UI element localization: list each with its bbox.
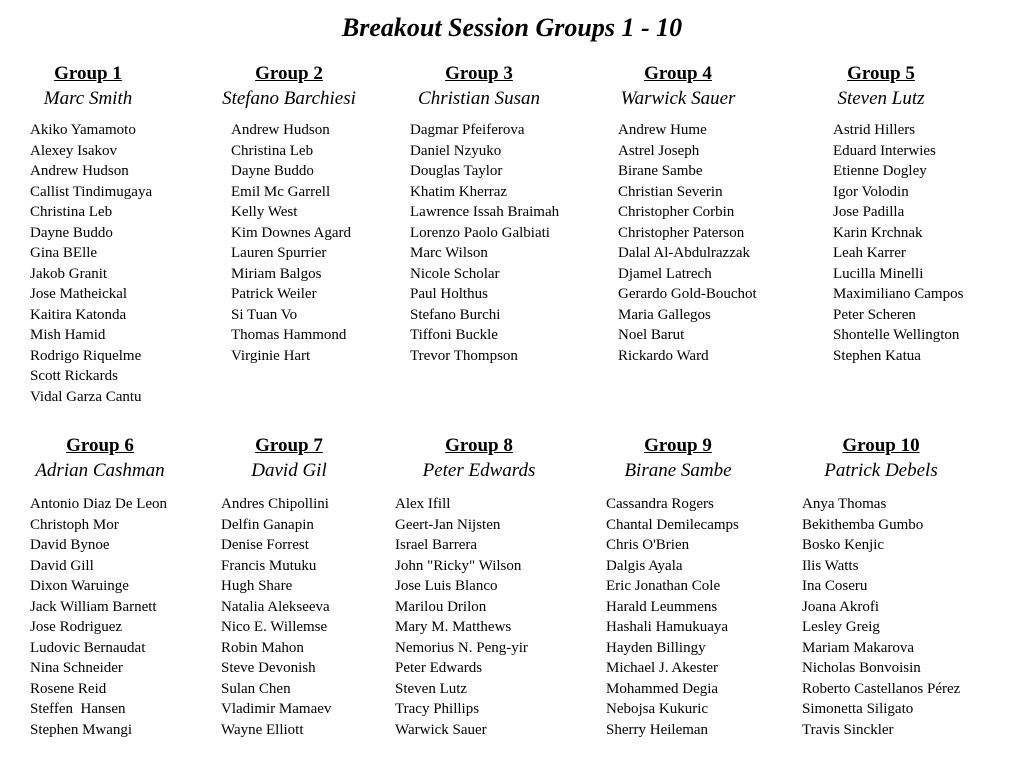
member-name: Lucilla Minelli: [833, 265, 924, 282]
member-name: Christina Leb: [231, 142, 314, 159]
member-name: Birane Sambe: [618, 163, 703, 179]
member-name: Alexey Isakov: [30, 142, 118, 159]
member-name: Christian Severin: [618, 183, 723, 200]
member-name: Vidal Garza Cantu: [30, 388, 142, 405]
group-2-header: [189, 62, 389, 112]
member-name: Denise Forrest: [221, 537, 309, 553]
member-name: Rickardo Ward: [618, 347, 709, 364]
member-name: Kaitira Katonda: [30, 306, 127, 323]
member-name: Chantal Demilecamps: [606, 516, 739, 533]
member-name: Ina Coseru: [802, 578, 868, 594]
member-name: Maria Gallegos: [618, 306, 711, 323]
member-name: Cassandra Rogers: [606, 496, 714, 512]
member-name: Nicholas Bonvoisin: [802, 660, 921, 676]
group-title: Group 7: [255, 435, 323, 456]
member-name: Si Tuan Vo: [231, 306, 298, 323]
member-name: Sherry Heileman: [606, 721, 709, 738]
group-2-member-list: [231, 120, 351, 366]
group-9-header: [578, 434, 778, 484]
member-name: Ilis Watts: [802, 557, 859, 574]
member-name: Steve Devonish: [221, 660, 316, 676]
member-name: Steven Lutz: [395, 680, 468, 697]
member-name: Thomas Hammond: [231, 327, 347, 343]
member-name: Warwick Sauer: [395, 721, 487, 738]
group-7-member-list: [221, 494, 331, 740]
member-name: Gerardo Gold-Bouchot: [618, 286, 757, 302]
member-name: Stephen Katua: [833, 347, 921, 364]
member-name: Paul Holthus: [410, 286, 488, 302]
member-name: Alex Ifill: [395, 496, 451, 512]
group-leader: Marc Smith: [43, 88, 133, 109]
member-name: Jose Matheickal: [30, 286, 128, 302]
group-leader: Patrick Debels: [824, 460, 938, 481]
member-name: Shontelle Wellington: [833, 327, 960, 343]
member-name: Maximiliano Campos: [833, 286, 964, 302]
group-leader: Birane Sambe: [624, 460, 732, 481]
member-name: Wayne Elliott: [221, 721, 304, 738]
group-title: Group 5: [847, 63, 915, 84]
member-name: Christoph Mor: [30, 516, 119, 533]
member-name: Etienne Dogley: [833, 163, 927, 179]
group-7-header: [189, 434, 389, 484]
group-title: Group 4: [644, 63, 712, 84]
group-title: Group 2: [255, 63, 323, 84]
member-name: Lauren Spurrier: [231, 245, 327, 261]
member-name: Douglas Taylor: [410, 163, 503, 179]
group-8-member-list: [395, 494, 528, 740]
member-name: Nemorius N. Peng-yir: [395, 639, 528, 656]
member-name: Emil Mc Garrell: [231, 183, 331, 200]
member-name: Tracy Phillips: [395, 701, 480, 717]
member-name: Simonetta Siligato: [802, 701, 914, 717]
member-name: Bosko Kenjic: [802, 537, 885, 553]
member-name: Scott Rickards: [30, 368, 118, 384]
member-name: Hayden Billingy: [606, 639, 706, 656]
group-5-member-list: [833, 120, 963, 366]
member-name: Kelly West: [231, 204, 298, 220]
group-leader: Christian Susan: [418, 88, 540, 109]
member-name: Stephen Mwangi: [30, 721, 133, 738]
member-name: Nina Schneider: [30, 660, 123, 676]
member-name: Jose Luis Blanco: [395, 578, 498, 594]
member-name: Lesley Greig: [802, 619, 880, 635]
member-name: Lawrence Issah Braimah: [410, 204, 560, 220]
member-name: Geert-Jan Nijsten: [395, 516, 501, 533]
member-name: Leah Karrer: [833, 245, 906, 261]
member-name: Marc Wilson: [410, 245, 488, 261]
member-name: Astrel Joseph: [618, 142, 700, 159]
member-name: Lorenzo Paolo Galbiati: [410, 224, 550, 241]
group-title: Group 3: [445, 63, 513, 84]
member-name: Peter Scheren: [833, 306, 916, 323]
member-name: Astrid Hillers: [833, 122, 916, 138]
member-name: Mohammed Degia: [606, 680, 719, 697]
member-name: Natalia Alekseeva: [221, 598, 330, 615]
group-1-header: [0, 62, 188, 112]
member-name: Callist Tindimugaya: [30, 183, 153, 200]
member-name: Andrew Hume: [618, 122, 707, 138]
member-name: Rosene Reid: [30, 680, 107, 697]
member-name: Rodrigo Riquelme: [30, 347, 142, 364]
member-name: Harald Leummens: [606, 598, 718, 615]
member-name: Christopher Corbin: [618, 204, 735, 220]
member-name: Roberto Castellanos Pérez: [802, 680, 961, 697]
member-name: Chris O'Brien: [606, 537, 690, 553]
member-name: Ludovic Bernaudat: [30, 639, 146, 656]
member-name: Patrick Weiler: [231, 286, 317, 302]
member-name: Bekithemba Gumbo: [802, 516, 924, 533]
member-name: Daniel Nzyuko: [410, 142, 502, 159]
group-9-member-list: [606, 494, 739, 740]
member-name: Travis Sinckler: [802, 721, 894, 738]
member-name: Karin Krchnak: [833, 224, 923, 241]
member-name: Christina Leb: [30, 204, 113, 220]
group-leader: Steven Lutz: [837, 88, 925, 109]
member-name: Christopher Paterson: [618, 224, 745, 241]
member-name: Stefano Burchi: [410, 306, 501, 323]
member-name: Miriam Balgos: [231, 265, 322, 282]
member-name: Dayne Buddo: [231, 163, 314, 179]
member-name: Andrew Hudson: [231, 122, 330, 138]
member-name: Nebojsa Kukuric: [606, 701, 709, 717]
member-name: Nicole Scholar: [410, 265, 500, 282]
member-name: Hashali Hamukuaya: [606, 619, 729, 635]
member-name: Israel Barrera: [395, 537, 478, 553]
group-3-member-list: [410, 120, 559, 366]
member-name: Eric Jonathan Cole: [606, 578, 721, 594]
group-title: Group 6: [66, 435, 134, 456]
group-10-header: [781, 434, 981, 484]
member-name: Jakob Granit: [30, 265, 108, 282]
member-name: Andres Chipollini: [221, 496, 329, 512]
member-name: Mish Hamid: [30, 327, 106, 343]
group-4-header: [578, 62, 778, 112]
member-name: Steffen Hansen: [30, 701, 126, 717]
member-name: Gina BElle: [30, 245, 98, 261]
member-name: Igor Volodin: [833, 183, 909, 200]
member-name: Francis Mutuku: [221, 557, 317, 574]
member-name: Dalal Al-Abdulrazzak: [618, 245, 751, 261]
member-name: Michael J. Akester: [606, 660, 719, 676]
member-name: Jose Rodriguez: [30, 619, 123, 635]
member-name: David Gill: [30, 557, 94, 574]
member-name: Anya Thomas: [802, 496, 887, 512]
member-name: Dalgis Ayala: [606, 557, 683, 574]
group-title: Group 8: [445, 435, 513, 456]
group-leader: David Gil: [251, 460, 327, 481]
member-name: Akiko Yamamoto: [30, 122, 136, 138]
member-name: Peter Edwards: [395, 660, 483, 676]
group-3-header: [379, 62, 579, 112]
member-name: Antonio Diaz De Leon: [30, 496, 168, 512]
member-name: Eduard Interwies: [833, 142, 936, 159]
member-name: Dayne Buddo: [30, 224, 113, 241]
group-title: Group 9: [644, 435, 712, 456]
group-10-member-list: [802, 494, 960, 740]
page-title: Breakout Session Groups 1 - 10: [341, 13, 683, 42]
member-name: Vladimir Mamaev: [221, 701, 332, 717]
member-name: Robin Mahon: [221, 639, 304, 656]
member-name: David Bynoe: [30, 537, 110, 553]
member-name: Sulan Chen: [221, 680, 291, 697]
group-6-header: [0, 434, 200, 484]
group-6-member-list: [30, 494, 167, 740]
member-name: Noel Barut: [618, 327, 685, 343]
member-name: Hugh Share: [221, 578, 293, 594]
group-8-header: [379, 434, 579, 484]
member-name: Tiffoni Buckle: [410, 327, 498, 343]
group-1-member-list: [30, 120, 152, 407]
member-name: Delfin Ganapin: [221, 516, 314, 533]
group-title: Group 1: [54, 63, 122, 84]
member-name: Djamel Latrech: [618, 265, 712, 282]
member-name: Kim Downes Agard: [231, 224, 351, 241]
member-name: Dixon Waruinge: [30, 578, 129, 594]
member-name: Trevor Thompson: [410, 347, 518, 364]
member-name: Marilou Drilon: [395, 598, 487, 615]
group-leader: Stefano Barchiesi: [222, 88, 356, 109]
member-name: Dagmar Pfeiferova: [410, 122, 525, 138]
member-name: Jose Padilla: [833, 204, 905, 220]
member-name: Mary M. Matthews: [395, 619, 512, 635]
member-name: Joana Akrofi: [802, 598, 880, 615]
group-4-member-list: [618, 120, 757, 366]
group-title: Group 10: [842, 435, 920, 456]
member-name: Andrew Hudson: [30, 163, 129, 179]
group-leader: Adrian Cashman: [35, 460, 165, 481]
member-name: John "Ricky" Wilson: [395, 557, 522, 574]
member-name: Jack William Barnett: [30, 598, 157, 615]
member-name: Khatim Kherraz: [410, 183, 508, 200]
group-leader: Warwick Sauer: [620, 88, 736, 109]
member-name: Nico E. Willemse: [221, 619, 328, 635]
member-name: Mariam Makarova: [802, 639, 915, 656]
group-5-header: [781, 62, 981, 112]
group-leader: Peter Edwards: [422, 460, 536, 481]
member-name: Virginie Hart: [231, 347, 311, 364]
